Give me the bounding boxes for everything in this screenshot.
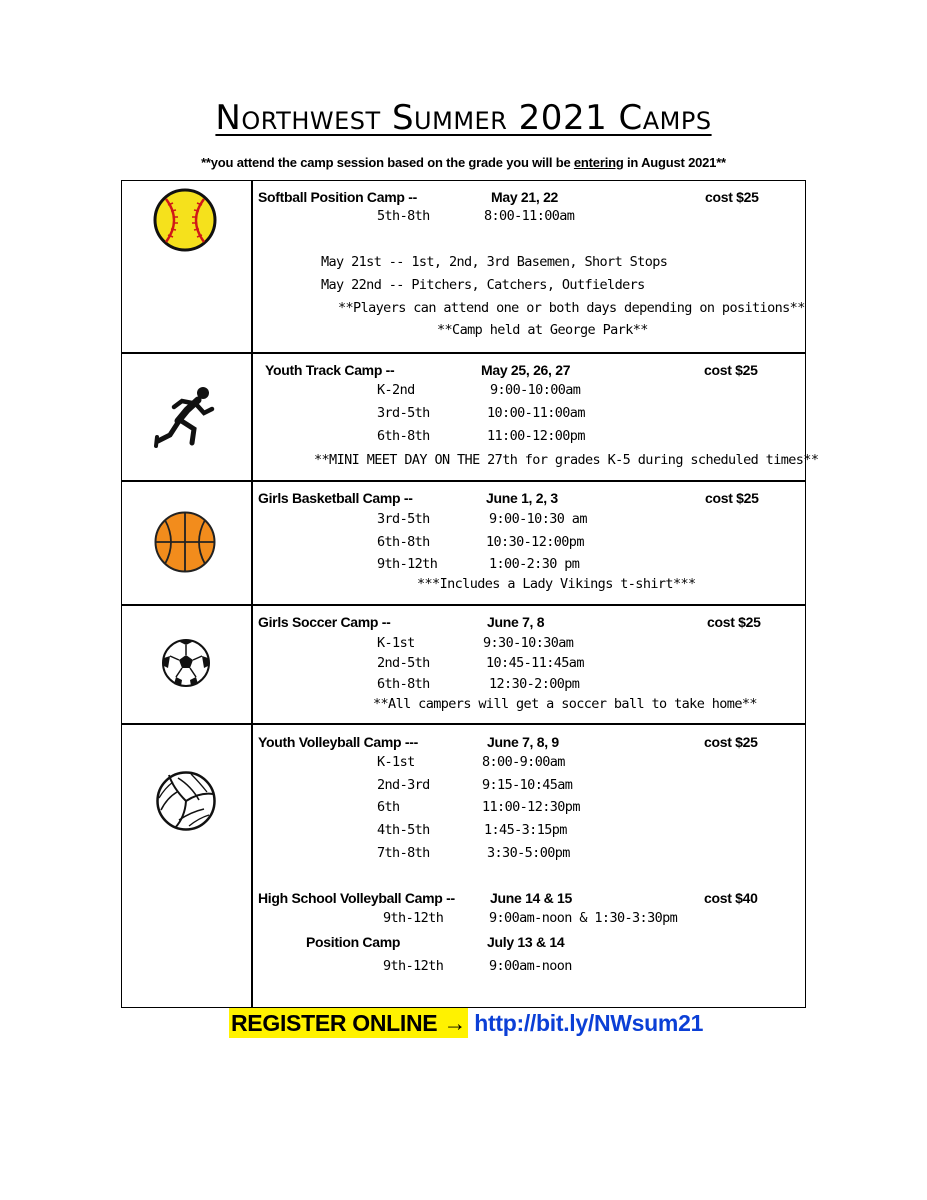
- volleyball-cost: cost $25: [704, 734, 758, 750]
- volleyball-icon: [155, 770, 217, 832]
- volleyball-time: 1:45-3:15pm: [484, 822, 567, 838]
- basketball-grade: 3rd-5th: [377, 511, 430, 527]
- position-camp-grade: 9th-12th: [383, 958, 444, 974]
- soccer-dates: June 7, 8: [487, 614, 545, 630]
- basketball-time: 9:00-10:30 am: [489, 511, 587, 527]
- softball-time: 8:00-11:00am: [484, 208, 575, 224]
- softball-dates: May 21, 22: [491, 189, 559, 205]
- row-divider: [122, 480, 805, 482]
- register-label: REGISTER ONLINE →: [231, 1010, 467, 1036]
- basketball-time: 10:30-12:00pm: [486, 534, 584, 550]
- soccer-note: **All campers will get a soccer ball to take home**: [373, 696, 757, 712]
- volleyball-grade: 2nd-3rd: [377, 777, 430, 793]
- register-link[interactable]: http://bit.ly/NWsum21: [474, 1010, 704, 1036]
- track-grade: 3rd-5th: [377, 405, 430, 421]
- basketball-dates: June 1, 2, 3: [486, 490, 558, 506]
- track-dates: May 25, 26, 27: [481, 362, 571, 378]
- basketball-cost: cost $25: [705, 490, 759, 506]
- volleyball-grade: 6th: [377, 799, 400, 815]
- position-camp-dates: July 13 & 14: [487, 934, 565, 950]
- volleyball-time: 9:15-10:45am: [482, 777, 573, 793]
- hs-volleyball-dates: June 14 & 15: [490, 890, 572, 906]
- soccer-time: 9:30-10:30am: [483, 635, 574, 651]
- row-divider: [122, 352, 805, 354]
- basketball-note: ***Includes a Lady Vikings t-shirt***: [417, 576, 696, 592]
- subtitle: [0, 155, 927, 170]
- row-divider: [122, 723, 805, 725]
- register-line: [229, 1010, 703, 1037]
- track-time: 9:00-10:00am: [490, 382, 581, 398]
- subtitle-text: **you attend the camp session based on the grade you will be: [201, 155, 574, 170]
- soccer-cost: cost $25: [707, 614, 761, 630]
- basketball-grade: 9th-12th: [377, 556, 438, 572]
- softball-cost: cost $25: [705, 189, 759, 205]
- softball-note: May 22nd -- Pitchers, Catchers, Outfielders: [321, 277, 645, 293]
- row-divider: [122, 604, 805, 606]
- softball-note: **Camp held at George Park**: [437, 322, 648, 338]
- basketball-icon: [153, 510, 217, 574]
- basketball-time: 1:00-2:30 pm: [489, 556, 580, 572]
- softball-grade: 5th-8th: [377, 208, 430, 224]
- track-time: 10:00-11:00am: [487, 405, 585, 421]
- softball-camp-name: Softball Position Camp --: [258, 189, 417, 205]
- softball-icon: [152, 187, 218, 253]
- hs-volleyball-camp-name: High School Volleyball Camp --: [258, 890, 455, 906]
- soccer-time: 12:30-2:00pm: [489, 676, 580, 692]
- track-grade: 6th-8th: [377, 428, 430, 444]
- basketball-camp-name: Girls Basketball Camp --: [258, 490, 413, 506]
- volleyball-time: 8:00-9:00am: [482, 754, 565, 770]
- soccer-time: 10:45-11:45am: [486, 655, 584, 671]
- volleyball-time: 11:00-12:30pm: [482, 799, 580, 815]
- position-camp-time: 9:00am-noon: [489, 958, 572, 974]
- soccer-grade: 6th-8th: [377, 676, 430, 692]
- position-camp-name: Position Camp: [306, 934, 401, 950]
- soccer-ball-icon: [161, 638, 211, 688]
- hs-volleyball-grade: 9th-12th: [383, 910, 444, 926]
- softball-note: **Players can attend one or both days depending on positions**: [338, 300, 805, 316]
- column-divider: [251, 181, 253, 1007]
- track-time: 11:00-12:00pm: [487, 428, 585, 444]
- volleyball-grade: 7th-8th: [377, 845, 430, 861]
- runner-icon: [152, 383, 218, 453]
- volleyball-camp-name: Youth Volleyball Camp ---: [258, 734, 418, 750]
- track-note: **MINI MEET DAY ON THE 27th for grades K-5 during scheduled times**: [314, 452, 819, 468]
- subtitle-text-end: in August 2021**: [623, 155, 726, 170]
- page-title: Northwest Summer 2021 Camps: [215, 98, 712, 138]
- volleyball-grade: 4th-5th: [377, 822, 430, 838]
- volleyball-dates: June 7, 8, 9: [487, 734, 559, 750]
- soccer-grade: 2nd-5th: [377, 655, 430, 671]
- soccer-grade: K-1st: [377, 635, 415, 651]
- hs-volleyball-cost: cost $40: [704, 890, 758, 906]
- basketball-grade: 6th-8th: [377, 534, 430, 550]
- track-grade: K-2nd: [377, 382, 415, 398]
- track-camp-name: Youth Track Camp --: [265, 362, 395, 378]
- volleyball-time: 3:30-5:00pm: [487, 845, 570, 861]
- subtitle-emphasis: entering: [573, 155, 624, 170]
- soccer-camp-name: Girls Soccer Camp --: [258, 614, 391, 630]
- volleyball-grade: K-1st: [377, 754, 415, 770]
- track-cost: cost $25: [704, 362, 758, 378]
- hs-volleyball-time: 9:00am-noon & 1:30-3:30pm: [489, 910, 678, 926]
- softball-note: May 21st -- 1st, 2nd, 3rd Basemen, Short Stops: [321, 254, 668, 270]
